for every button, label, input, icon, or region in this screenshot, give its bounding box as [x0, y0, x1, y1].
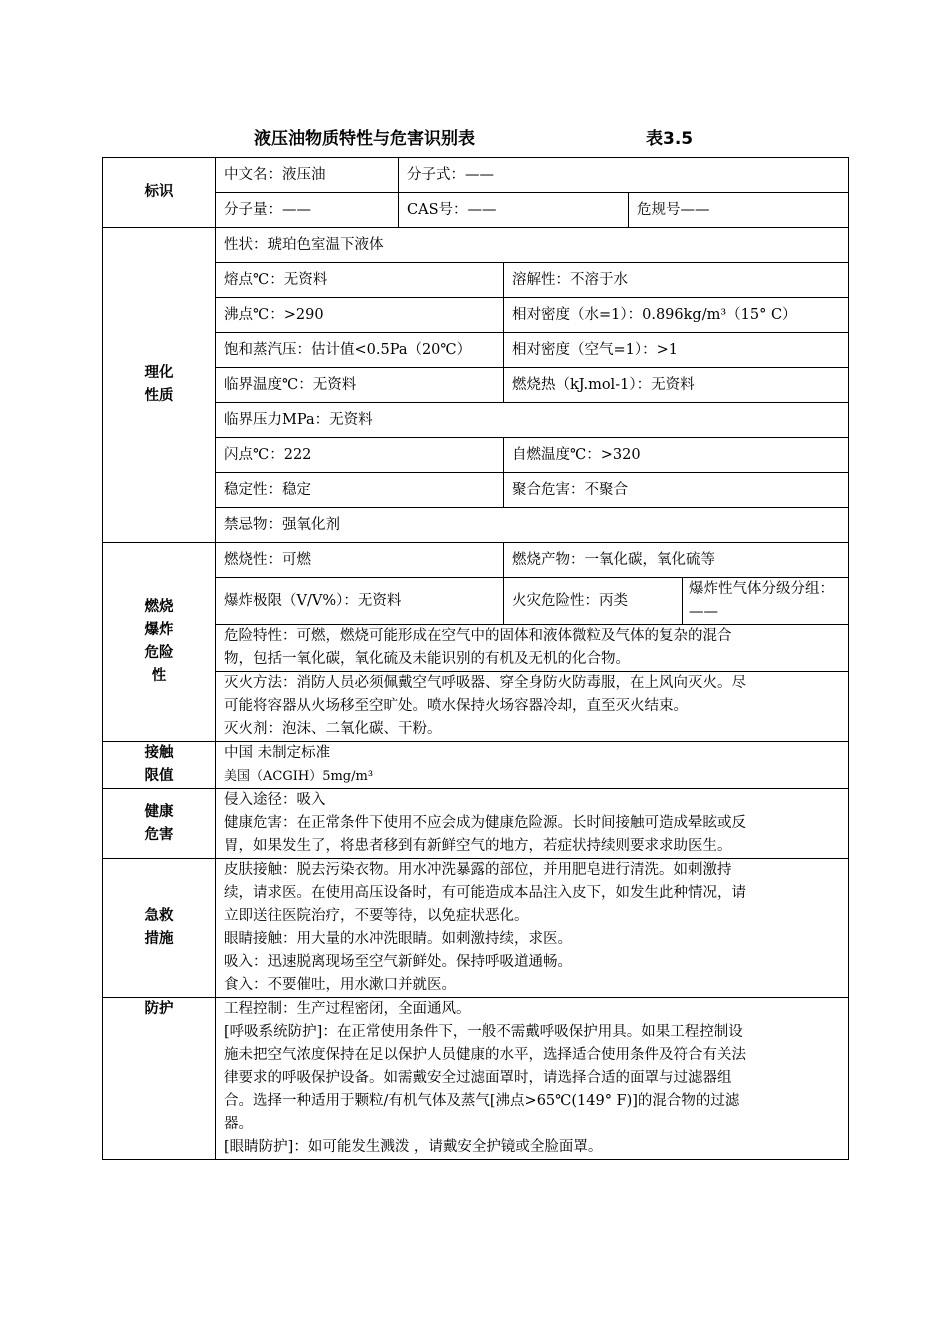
identification-row-1: [103, 158, 849, 193]
cas-cell: CAS号：——: [399, 193, 629, 228]
chinese-name-cell: 中文名：液压油: [216, 158, 399, 193]
incompatible-cell: 禁忌物：强氧化剂: [216, 508, 849, 543]
melting-point-cell: 熔点℃：无资料: [216, 263, 504, 298]
critical-temp-cell: 临界温度℃：无资料: [216, 368, 504, 403]
fire-hazard-class-cell: 火灾危险性：丙类: [504, 578, 683, 625]
fire-hazard-cell: 危险特性：可燃，燃烧可能形成在空气中的固体和液体微粒及气体的复杂的混合 物，包括一氧化碳，氧化硫及未能识别的有机及无机的化合物。: [216, 625, 849, 672]
hazard-no-cell: 危规号——: [629, 193, 849, 228]
formula-cell: 分子式：——: [399, 158, 849, 193]
protection-cell: 工程控制：生产过程密闭，全面通风。 [呼吸系统防护]：在正常使用条件下，一般不需戴呼吸保护用具。如果工程控制设 施未把空气浓度保持在足以保护人员健康的水平，选择适合使用条件及符合有关法 律要求的呼吸保护设备。如需戴安全过滤面罩时，请选择合适的面罩与过滤器组 合。选择一种适用于颗粒/有机气体及蒸气[沸点>65℃(149° F)]的混合物的过滤 器。 [眼睛防护]：如可能发生溅泼 ，请戴安全护镜或全脸面罩。: [216, 998, 849, 1160]
section-fire: 燃烧 爆炸 危险 性: [103, 543, 216, 742]
first-aid-row: [103, 859, 849, 998]
section-exposure: 接触 限值: [103, 742, 216, 789]
exposure-cell: 中国 未制定标准 美国（ACGIH）5mg/m³: [216, 742, 849, 789]
appearance-cell: 性状：琥珀色室温下液体: [216, 228, 849, 263]
molecular-weight-cell: 分子量：——: [216, 193, 399, 228]
section-first-aid: 急救 措施: [103, 859, 216, 998]
flammability-cell: 燃烧性：可燃: [216, 543, 504, 578]
section-health: 健康 危害: [103, 789, 216, 859]
protection-row: [103, 998, 849, 1160]
fire-row-1: [103, 543, 849, 578]
boiling-point-cell: 沸点℃：>290: [216, 298, 504, 333]
exposure-row: [103, 742, 849, 789]
polymerization-cell: 聚合危害：不聚合: [504, 473, 849, 508]
table-number: 表3.5: [646, 129, 694, 149]
first-aid-cell: 皮肤接触：脱去污染衣物。用水冲洗暴露的部位，并用肥皂进行清洗。如刺激持 续，请求医。在使用高压设备时，有可能造成本品注入皮下，如发生此种情况，请 立即送往医院治疗，不要等待，以免症状恶化。 眼睛接触：用大量的水冲洗眼睛。如刺激持续，求医。 吸入：迅速脱离现场至空气新鲜处。保持呼吸道通畅。 食入：不要催吐，用水漱口并就医。: [216, 859, 849, 998]
stability-cell: 稳定性：稳定: [216, 473, 504, 508]
section-physchem: 理化 性质: [103, 228, 216, 543]
physchem-row-1: [103, 228, 849, 263]
flash-point-cell: 闪点℃：222: [216, 438, 504, 473]
rel-density-water-cell: 相对密度（水=1）：0.896kg/m³（15° C）: [504, 298, 849, 333]
autoignition-cell: 自燃温度℃：>320: [504, 438, 849, 473]
rel-density-air-cell: 相对密度（空气=1）：>1: [504, 333, 849, 368]
gas-class-cell: 爆炸性气体分级分组：——: [683, 578, 849, 625]
firefighting-cell: 灭火方法：消防人员必须佩戴空气呼吸器、穿全身防火防毒服，在上风向灭火。尽 可能将容器从火场移至空旷处。喷水保持火场容器冷却，直至灭火结束。 灭火剂：泡沫、二氧化碳、干粉。: [216, 672, 849, 742]
combustion-heat-cell: 燃烧热（kJ.mol-1）：无资料: [504, 368, 849, 403]
combustion-products-cell: 燃烧产物：一氧化碳，氧化硫等: [504, 543, 849, 578]
health-row: [103, 789, 849, 859]
health-cell: 侵入途径：吸入 健康危害：在正常条件下使用不应会成为健康危险源。长时间接触可造成晕眩或反 胃，如果发生了，将患者移到有新鲜空气的地方，若症状持续则要求求助医生。: [216, 789, 849, 859]
document-title: 液压油物质特性与危害识别表: [254, 129, 475, 149]
section-protection: 防护: [103, 998, 216, 1160]
solubility-cell: 溶解性：不溶于水: [504, 263, 849, 298]
critical-pressure-cell: 临界压力MPa：无资料: [216, 403, 849, 438]
explosion-limit-cell: 爆炸极限（V/V%）：无资料: [216, 578, 504, 625]
hazard-table: [102, 157, 849, 1160]
section-identification: 标识: [103, 158, 216, 228]
vapor-pressure-cell: 饱和蒸汽压：估计值<0.5Pa（20℃）: [216, 333, 504, 368]
title-row: [0, 124, 950, 152]
